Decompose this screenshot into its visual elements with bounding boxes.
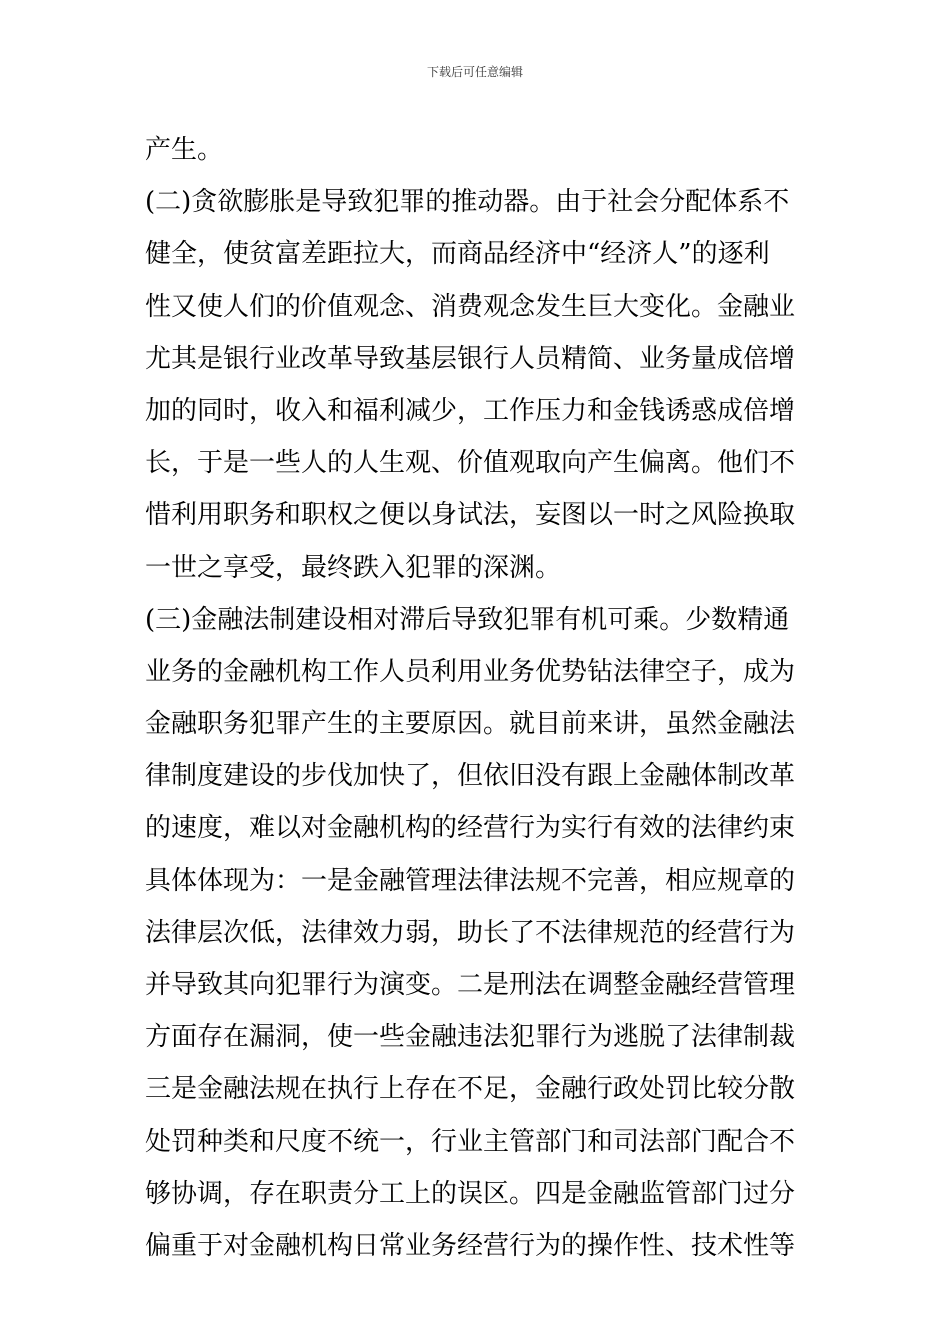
text-line: (二)贪欲膨胀是导致犯罪的推动器。由于社会分配体系不 [145,187,790,218]
text-line: 金融职务犯罪产生的主要原因。就目前来讲，虽然金融法 [145,709,796,740]
text-line: 加的同时，收入和福利减少，工作压力和金钱诱惑成倍增 [145,395,796,426]
text-line: 并导致其向犯罪行为演变。二是刑法在调整金融经营管理 [145,970,796,1000]
text-line: 三是金融法规在执行上存在不足，金融行政处罚比较分散 [145,1074,796,1105]
text-line: 律制度建设的步伐加快了，但依旧没有跟上金融体制改革 [145,761,796,792]
text-line: 性又使人们的价值观念、消费观念发生巨大变化。金融业 [145,291,796,322]
document-body [145,124,810,1272]
text-line: 够协调，存在职责分工上的误区。四是金融监管部门过分 [145,1178,796,1209]
text-line: 产生。 [145,135,224,165]
text-line: 法律层次低，法律效力弱，助长了不法律规范的经营行为 [145,917,796,948]
text-line: (三)金融法制建设相对滞后导致犯罪有机可乘。少数精通 [145,604,790,635]
text-line: 处罚种类和尺度不统一，行业主管部门和司法部门配合不 [145,1126,796,1157]
text-line: 健全，使贫富差距拉大，而商品经济中“经济人”的逐利 [145,239,770,270]
text-line: 一世之享受，最终跌入犯罪的深渊。 [145,552,562,583]
page-header-note: 下载后可任意编辑 [426,65,523,79]
text-line: 业务的金融机构工作人员利用业务优势钻法律空子，成为 [145,656,796,687]
text-line: 惜利用职务和职权之便以身试法，妄图以一时之风险换取 [145,500,796,531]
text-line: 长，于是一些人的人生观、价值观取向产生偏离。他们不 [145,448,796,479]
text-line: 方面存在漏洞，使一些金融违法犯罪行为逃脱了法律制裁 [145,1022,796,1053]
text-line: 的速度，难以对金融机构的经营行为实行有效的法律约束 [145,813,796,844]
text-line: 尤其是银行业改革导致基层银行人员精简、业务量成倍增 [145,343,796,374]
text-line: 具体体现为：一是金融管理法律法规不完善，相应规章的 [145,865,796,896]
text-line: 偏重于对金融机构日常业务经营行为的操作性、技术性等 [145,1230,796,1261]
